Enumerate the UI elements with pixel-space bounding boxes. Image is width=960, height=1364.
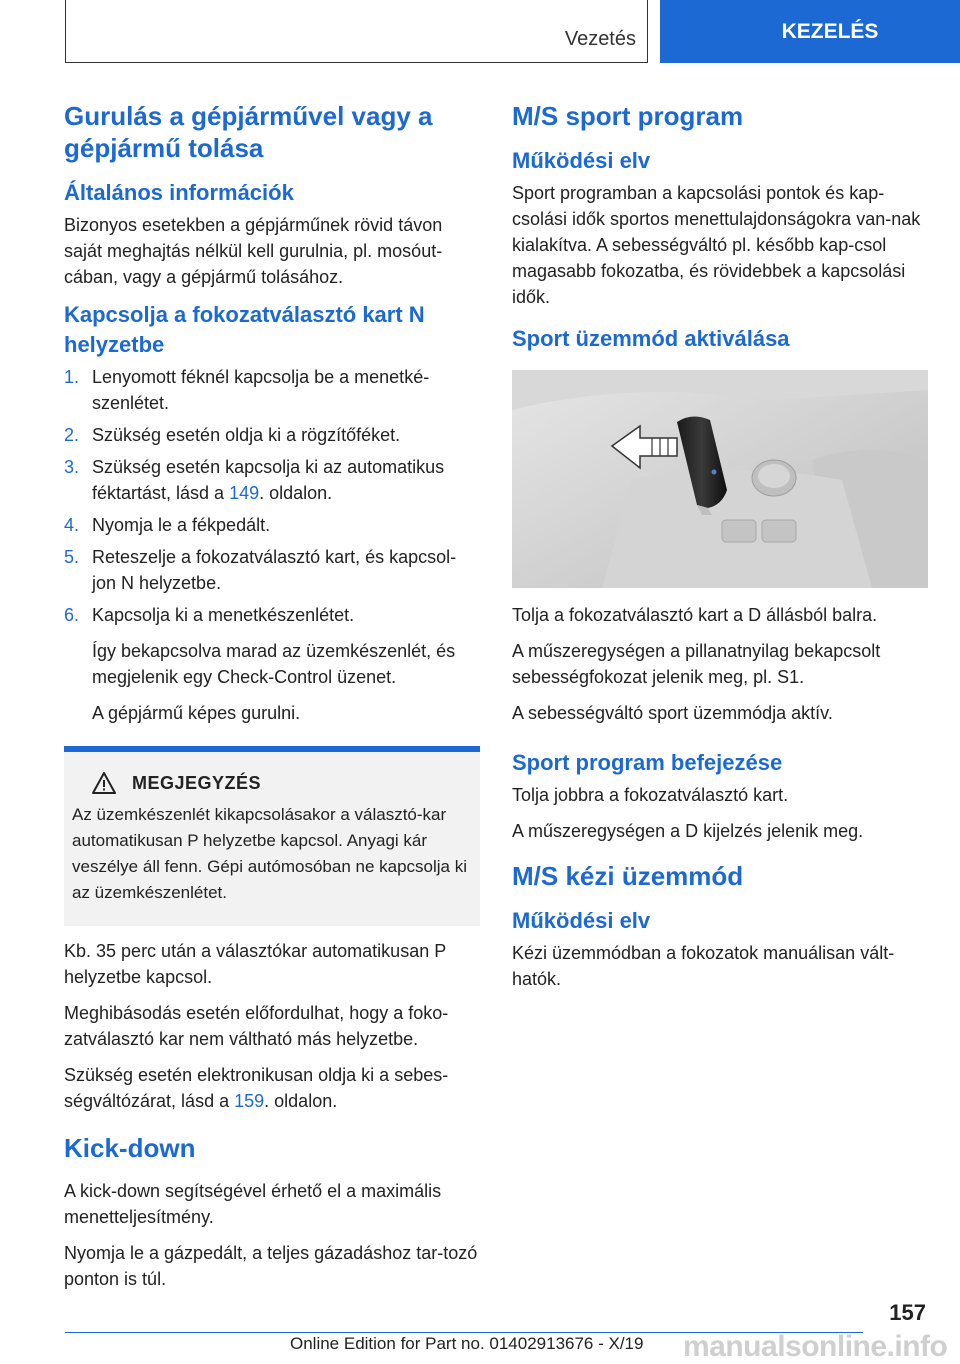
steps-list (64, 364, 480, 628)
neutral-heading: Kapcsolja a fokozatválasztó kart N helyzetbe (64, 302, 425, 357)
list-item: 6. Kapcsolja ki a menetkészenlétet. (64, 605, 355, 625)
list-item: 3. Szükség esetén kapcsolja ki az automatikus féktartást, lásd a 149. oldalon. (64, 457, 445, 503)
para-auto-p: Kb. 35 perc után a választókar automatikusan P helyzetbe kapcsol. (64, 941, 446, 987)
step6-extra-1: Így bekapcsolva marad az üzemkészenlét, és megjelenik egy Check-Control üzenet. (92, 641, 456, 687)
end-text-2: A műszeregységen a D kijelzés jelenik meg. (512, 821, 864, 841)
list-item: 2. Szükség esetén oldja ki a rögzítőféket. (64, 425, 401, 445)
manual-mode-title: M/S kézi üzemmód (512, 861, 744, 891)
manual-principle-text: Kézi üzemmódban a fokozatok manuálisan vált-hatók. (512, 943, 895, 989)
header-section-title: Vezetés (564, 28, 636, 50)
list-item: 5. Reteszelje a fokozatválasztó kart, és kapcsol-jon N helyzetbe. (64, 547, 457, 593)
manual-principle-heading: Működési elv (512, 908, 651, 933)
page-link-159[interactable]: 159 (234, 1091, 265, 1111)
header-chapter-tab[interactable]: KEZELÉS (660, 0, 960, 63)
gear-selector-photo (512, 370, 928, 588)
general-text: Bizonyos esetekben a gépjárműnek rövid távon saját meghajtás nélkül kell gurulnia, pl. mosóut-cában, vagy a gépjármű tolásához. (64, 215, 443, 287)
notice-title: MEGJEGYZÉS (132, 772, 262, 793)
para-malfunction: Meghibásodás esetén előfordulhat, hogy a foko-zatválasztó kar nem váltható más helyzetbe. (64, 1003, 449, 1049)
activate-text-1: Tolja a fokozatválasztó kart a D állásból balra. (512, 605, 878, 625)
watermark-logo: manualsonline.info (683, 1330, 948, 1363)
sport-program-title: M/S sport program (512, 101, 744, 131)
activate-text-3: A sebességváltó sport üzemmódja aktív. (512, 703, 833, 723)
end-heading: Sport program befejezése (512, 750, 783, 775)
page-number: 157 (889, 1300, 926, 1325)
left-column (64, 100, 480, 1302)
end-text-1: Tolja jobbra a fokozatválasztó kart. (512, 785, 789, 805)
page-link-149[interactable]: 149 (229, 483, 260, 503)
footer-edition: Online Edition for Part no. 01402913676 - X/19 (290, 1334, 644, 1353)
notice-box (64, 746, 480, 926)
list-item: 1. Lenyomott féknél kapcsolja be a menetké-szenlétet. (64, 367, 430, 413)
right-column (512, 100, 928, 1002)
notice-text: Az üzemkészenlét kikapcsolásakor a választó-kar automatikusan P helyzetbe kapcsol. Anyagi kár veszélye áll fenn. Gépi autómosóban ne kapcsolja ki az üzemkészenlétet. (72, 805, 468, 902)
general-heading: Általános információk (64, 180, 294, 205)
page-title: Gurulás a gépjárművel vagy a gépjármű tolása (64, 101, 433, 163)
kickdown-text-2: Nyomja le a gázpedált, a teljes gázadáshoz tar-tozó ponton is túl. (64, 1243, 478, 1289)
activate-text-2: A műszeregységen a pillanatnyilag bekapcsolt sebességfokozat jelenik meg, pl. S1. (512, 641, 881, 687)
principle-text: Sport programban a kapcsolási pontok és kap-csolási idők sportos menettulajdonságokra van-nak kialakítva. A sebességváltó pl. később kap-csol magasabb fokozatba, és rövidebbek a kapcsolási idők. (512, 183, 921, 307)
para-release: Szükség esetén elektronikusan oldja ki a sebes-ségváltózárat, lásd a 159. oldalon. (64, 1065, 449, 1111)
kickdown-text-1: A kick-down segítségével érhető el a maximális menetteljesítmény. (64, 1181, 442, 1227)
list-item: 4. Nyomja le a fékpedált. (64, 515, 271, 535)
warning-triangle-icon (92, 772, 116, 794)
step6-extra-2: A gépjármű képes gurulni. (92, 703, 301, 723)
kickdown-heading: Kick-down (64, 1133, 196, 1163)
activate-heading: Sport üzemmód aktiválása (512, 326, 790, 351)
principle-heading: Működési elv (512, 148, 651, 173)
